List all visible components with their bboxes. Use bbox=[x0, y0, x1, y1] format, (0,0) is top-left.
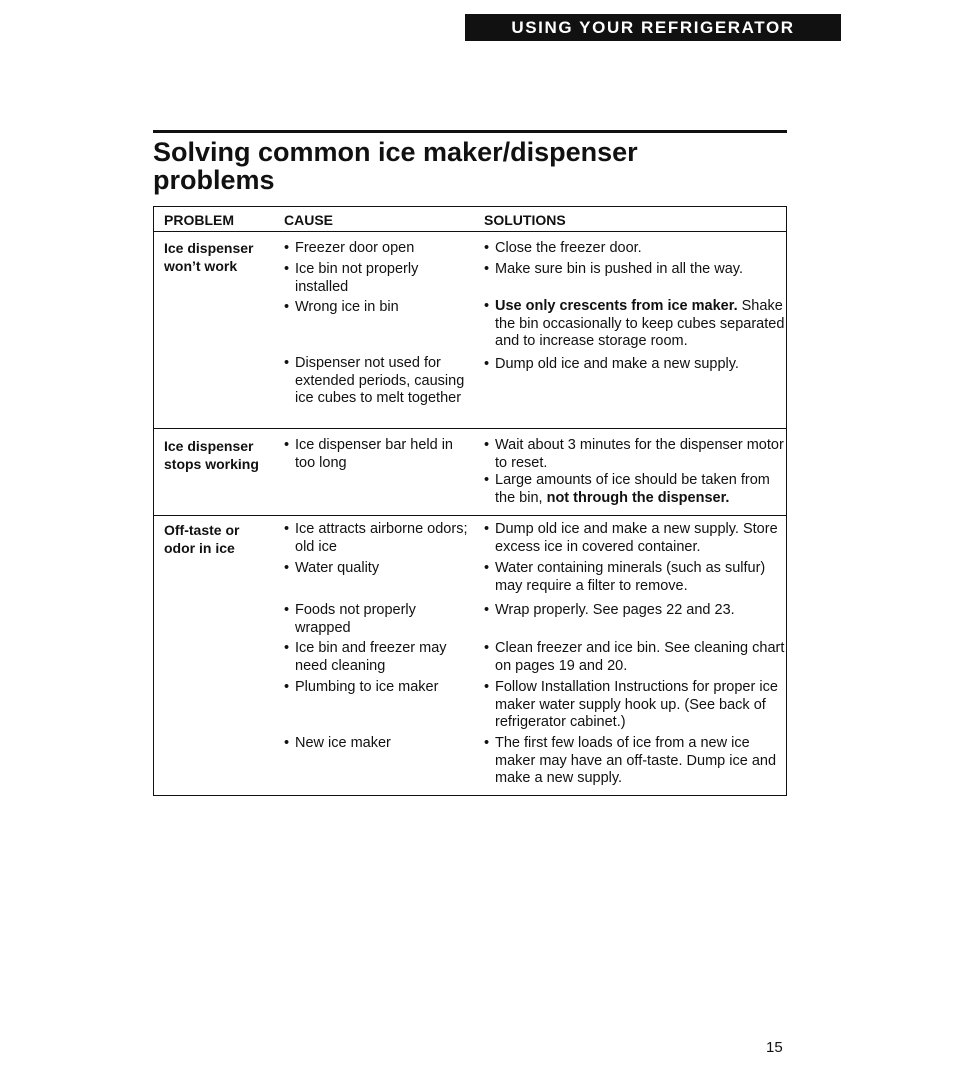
cause-item: • Ice dispenser bar held in too long bbox=[284, 437, 475, 472]
cause-item: • Plumbing to ice maker bbox=[284, 679, 475, 697]
cause-item: • Water quality bbox=[284, 560, 475, 578]
cause-item: • Foods not properly wrapped bbox=[284, 602, 475, 637]
solution-item: • Make sure bin is pushed in all the way. bbox=[484, 261, 791, 279]
solution-item: • Large amounts of ice should be taken from the bin, not through the dispenser. bbox=[484, 472, 791, 507]
solution-item: • Close the freezer door. bbox=[484, 240, 791, 258]
cause-item: • Ice bin and freezer may need cleaning bbox=[284, 640, 475, 675]
table-row bbox=[154, 429, 786, 516]
troubleshooting-table bbox=[153, 206, 787, 796]
cause-item: • New ice maker bbox=[284, 735, 475, 753]
title-rule bbox=[153, 130, 787, 133]
cause-item: • Freezer door open bbox=[284, 240, 475, 258]
solution-item: • Dump old ice and make a new supply. bbox=[484, 356, 791, 374]
problem-label: Ice dispenser won’t work bbox=[164, 240, 254, 274]
header-solutions: SOLUTIONS bbox=[484, 212, 566, 228]
solution-item: • Water containing minerals (such as sulfur) may require a filter to remove. bbox=[484, 560, 791, 595]
page-title: Solving common ice maker/dispenser problems bbox=[153, 137, 638, 195]
cause-item: • Dispenser not used for extended periods, causing ice cubes to melt together bbox=[284, 355, 475, 408]
table-header bbox=[154, 207, 786, 232]
problem-label: Off-taste or odor in ice bbox=[164, 522, 240, 556]
table-row bbox=[154, 232, 786, 429]
solution-item: • Wait about 3 minutes for the dispenser motor to reset. bbox=[484, 437, 791, 472]
table-row bbox=[154, 516, 786, 795]
solution-item: • Dump old ice and make a new supply. Store excess ice in covered container. bbox=[484, 521, 791, 556]
section-banner: USING YOUR REFRIGERATOR bbox=[465, 14, 841, 41]
problem-label: Ice dispenser stops working bbox=[164, 438, 259, 472]
solution-item: • The first few loads of ice from a new ice maker may have an off-taste. Dump ice and make a new supply. bbox=[484, 735, 791, 788]
cause-item: • Ice attracts airborne odors; old ice bbox=[284, 521, 475, 556]
cause-item: • Wrong ice in bin bbox=[284, 299, 475, 317]
cause-item: • Ice bin not properly installed bbox=[284, 261, 475, 296]
solution-item: • Follow Installation Instructions for proper ice maker water supply hook up. (See back of refrigerator cabinet.) bbox=[484, 679, 791, 732]
solution-item: • Clean freezer and ice bin. See cleaning chart on pages 19 and 20. bbox=[484, 640, 791, 675]
header-problem: PROBLEM bbox=[164, 212, 234, 228]
solution-item: • Use only crescents from ice maker. Shake the bin occasionally to keep cubes separated and to increase storage room. bbox=[484, 298, 791, 351]
page-number: 15 bbox=[766, 1039, 783, 1056]
header-cause: CAUSE bbox=[284, 212, 334, 228]
solution-item: • Wrap properly. See pages 22 and 23. bbox=[484, 602, 791, 620]
